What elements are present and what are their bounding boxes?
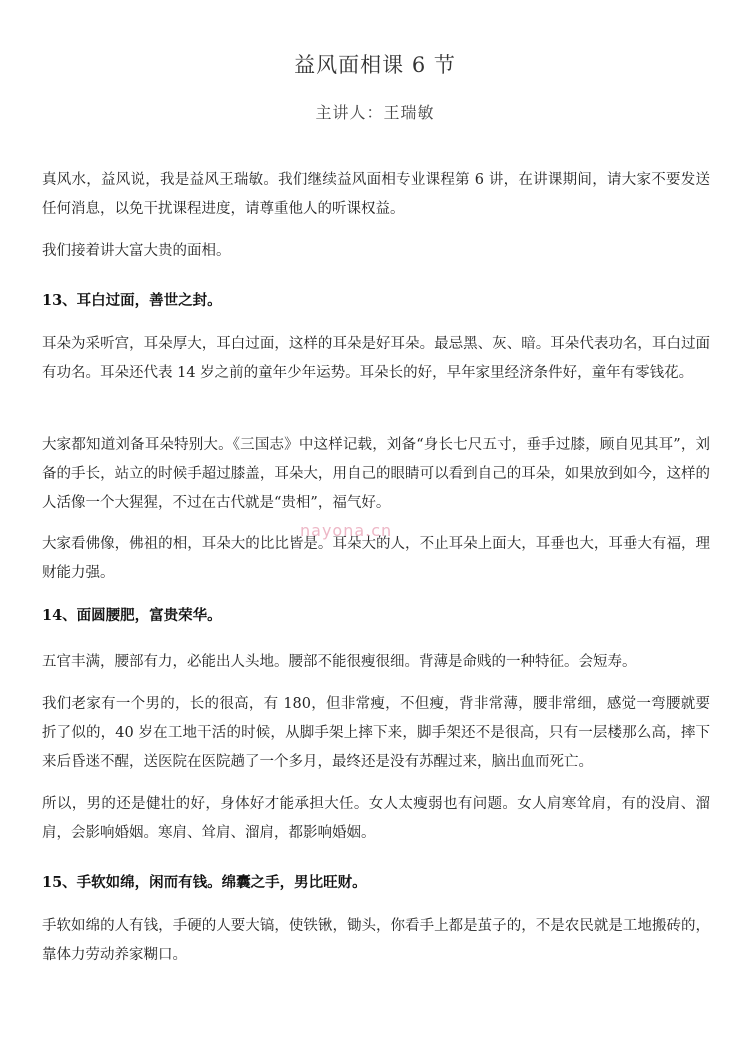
heading-15: 15、手软如绵，闲而有钱。绵囊之手，男比旺财。 [42, 874, 367, 891]
paragraph-waist-1: 五官丰满，腰部有力，必能出人头地。腰部不能很瘦很细。背薄是命贱的一种特征。会短寿。 [42, 654, 637, 670]
heading-13: 13、耳白过面，善世之封。 [42, 292, 222, 309]
document-title: 益风面相课 6 节 [294, 53, 456, 77]
paragraph-hands: 手软如绵的人有钱，手硬的人要大镐，使铁锹，锄头，你看手上都是茧子的，不是农民就是工地搬砖的，靠体力劳动养家糊口。 [42, 918, 710, 963]
heading-14: 14、面圆腰肥，富贵荣华。 [42, 607, 222, 624]
paragraph-ears-3: 大家看佛像，佛祖的相，耳朵大的比比皆是。耳朵大的人，不止耳朵上面大，耳垂也大，耳垂大有福，理财能力强。 [42, 536, 710, 581]
paragraph-topic: 我们接着讲大富大贵的面相。 [42, 243, 231, 259]
document-subtitle: 主讲人：王瑞敏 [315, 103, 435, 122]
paragraph-intro: 真风水，益风说，我是益风王瑞敏。我们继续益风面相专业课程第 6 讲，在讲课期间，请大家不要发送任何消息，以免干扰课程进度，请尊重他人的听课权益。 [42, 172, 710, 217]
paragraph-ears-1: 耳朵为采听宫，耳朵厚大，耳白过面，这样的耳朵是好耳朵。最忌黑、灰、暗。耳朵代表功名，耳白过面有功名。耳朵还代表 14 岁之前的童年少年运势。耳朵长的好，早年家里经济条件好，童年有零钱花。 [42, 336, 710, 381]
paragraph-waist-2: 我们老家有一个男的，长的很高，有 180，但非常瘦，不但瘦，背非常薄，腰非常细，感觉一弯腰就要折了似的，40 岁在工地干活的时候，从脚手架上摔下来，脚手架还不是很高，只有一层楼那么高，摔下来后昏迷不醒，送医院在医院趟了一个多月，最终还是没有苏醒过来，脑出血而死亡。 [42, 696, 710, 770]
watermark: nayona.cn [300, 521, 393, 540]
paragraph-waist-3: 所以，男的还是健壮的好，身体好才能承担大任。女人太瘦弱也有问题。女人肩寒耸肩，有的没肩、溜肩，会影响婚姻。寒肩、耸肩、溜肩，都影响婚姻。 [42, 796, 710, 841]
paragraph-ears-2: 大家都知道刘备耳朵特别大。《三国志》中这样记载，刘备“身长七尺五寸，垂手过膝，顾自见其耳”，刘备的手长，站立的时候手超过膝盖，耳朵大，用自己的眼睛可以看到自己的耳朵，如果放到如今，这样的人活像一个大猩猩，不过在古代就是“贵相”，福气好。 [42, 437, 710, 511]
